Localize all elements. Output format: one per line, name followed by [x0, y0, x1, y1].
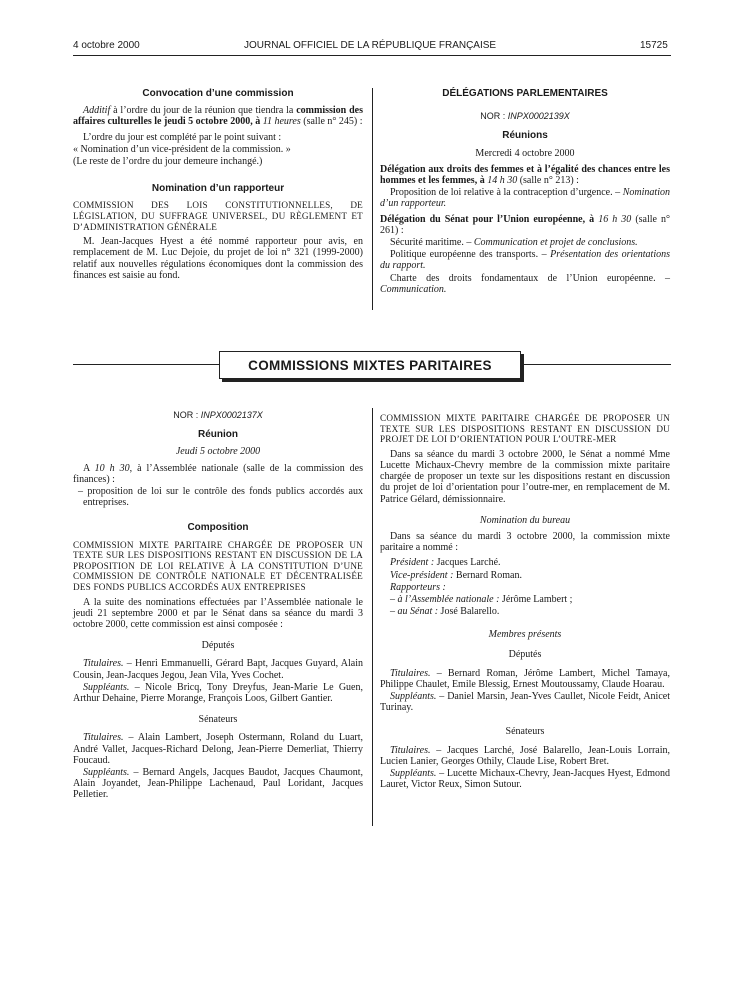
delegation-2-item-1-text: Sécurité maritime. –: [390, 237, 474, 249]
titulaires-label: Titulaires.: [390, 667, 431, 679]
cmp2-rapporteur-senat: [380, 606, 670, 617]
delegation-1: [380, 164, 670, 186]
cmp2-rapporteurs: [380, 582, 670, 593]
additif-label: Additif: [83, 105, 111, 117]
cmp1-senateurs-titulaires: [73, 732, 363, 766]
delegation-2-title: Délégation du Sénat pour l’Union européenne, à: [380, 213, 599, 225]
delegation-2-item-2: [380, 249, 670, 271]
delegation-1-item: [380, 187, 670, 209]
convocation-line-3: (Le reste de l’ordre du jour demeure inchangé.): [73, 156, 263, 168]
nor-label: NOR :: [173, 410, 201, 420]
cmp1-date: Jeudi 5 octobre 2000: [175, 446, 261, 458]
delegations-nor: [380, 111, 670, 122]
cmp2-senateurs-heading: Sénateurs: [505, 725, 545, 737]
delegation-1-title: Délégation aux droits des femmes et à l’égalité des chances entre les hommes et les femmes, à: [380, 163, 670, 187]
header-page-number: 15725: [640, 40, 668, 51]
header-journal: JOURNAL OFFICIEL DE LA RÉPUBLIQUE FRANÇAISE: [244, 40, 497, 51]
cmp2-bureau-title: Nomination du bureau: [479, 514, 571, 526]
suppleants-names: – Lucette Michaux-Chevry, Jean-Jacques Hyest, Edmond Lauret, Victor Reux, Simon Sutour.: [380, 768, 670, 791]
cmp1-senateurs-suppleants: [73, 767, 363, 801]
titulaires-label: Titulaires.: [83, 732, 124, 744]
delegation-2: [380, 214, 670, 236]
convocation-intro: [73, 105, 363, 127]
right-column-top: [380, 88, 670, 299]
nor-code: INPX0002137X: [200, 410, 263, 420]
cmp1-senateurs-heading: Sénateurs: [198, 714, 238, 726]
delegation-2-item-2-detail: Présentation des orientations du rapport.: [380, 249, 670, 272]
rapporteur-an-name: Jérôme Lambert ;: [499, 594, 573, 606]
delegation-2-item-2-text: Politique européenne des transports. –: [390, 249, 551, 261]
column-rule-top: [372, 88, 373, 310]
suppleants-label: Suppléants.: [83, 681, 130, 693]
cmp1-reunion-title: Réunion: [198, 429, 238, 441]
cmp2-senateurs-suppleants: [380, 768, 670, 790]
suppleants-label: Suppléants.: [390, 691, 437, 703]
titulaires-names: – Alain Lambert, Joseph Ostermann, Roland du Luart, André Vallet, Jacques-Richard Delong, Jean-Pierre Demerliat, Thierry Foucaud.: [73, 732, 363, 766]
composition-title: Composition: [187, 522, 249, 534]
convocation-line-1: L’ordre du jour est complété par le point suivant :: [83, 131, 282, 143]
suppleants-names: – Nicole Bricq, Tony Dreyfus, Jean-Marie Le Guen, Arthur Dehaine, Pierre Morange, François Loos, Gilbert Gantier.: [73, 681, 363, 705]
titulaires-label: Titulaires.: [83, 658, 124, 670]
nor-label: NOR :: [480, 111, 508, 122]
nomination-text: M. Jean-Jacques Hyest a été nommé rapporteur pour avis, en remplacement de M. Luc Dejoie, du projet de loi n° 321 (1999-2000) relatif aux nouvelles régulations économiques dont la commission des finances est saisie au fond.: [73, 236, 363, 281]
delegation-1-item-text: Proposition de loi relative à la contraception d’urgence. –: [390, 187, 623, 199]
nomination-commission: COMMISSION DES LOIS CONSTITUTIONNELLES, DE LÉGISLATION, DU SUFFRAGE UNIVERSEL, DU RÈGLEMENT ET D’ADMINISTRATION GÉNÉRALE: [73, 200, 363, 232]
header-date: 4 octobre 2000: [73, 40, 140, 51]
suppleants-names: – Daniel Marsin, Jean-Yves Caullet, Nicole Feidt, Anicet Turinay.: [380, 691, 670, 714]
nomination-title: Nomination d’un rapporteur: [151, 183, 285, 195]
section-banner: COMMISSIONS MIXTES PARITAIRES: [219, 351, 521, 379]
left-column-top: [73, 88, 363, 285]
delegation-1-item-detail: Nomination d’un rapporteur.: [380, 187, 670, 210]
nor-code: INPX0002139X: [507, 111, 570, 122]
header-rule: [73, 55, 671, 56]
convocation-date: le jeudi 5 octobre 2000, à: [151, 116, 263, 128]
suppleants-names: – Bernard Angels, Jacques Baudot, Jacques Chaumont, Alain Joyandet, Jean-Philippe Lachenaud, Paul Loridant, Jacques Pelletier.: [73, 767, 363, 801]
cmp1-deputes-suppleants: [73, 682, 363, 704]
convocation-room: (salle n° 245) :: [300, 116, 363, 128]
cmp1-deputes-heading: Députés: [201, 640, 235, 652]
cmp2-senateurs-titulaires: [380, 745, 670, 767]
rapporteur-senat-name: José Balarello.: [438, 606, 500, 618]
banner-rule-right: [523, 364, 671, 365]
cmp2-deputes-heading: Députés: [508, 648, 542, 660]
cmp2-deputes-suppleants: [380, 691, 670, 713]
titulaires-names: – Henri Emmanuelli, Gérard Bapt, Jacques Guyard, Alain Cousin, Jean-Jacques Jegou, Jean Vila, Yves Cochet.: [73, 658, 363, 681]
president-name: Jacques Larché.: [434, 557, 501, 569]
convocation-time: 11 heures: [262, 116, 301, 128]
reunions-title: Réunions: [502, 130, 548, 142]
cmp2-commission: COMMISSION MIXTE PARITAIRE CHARGÉE DE PROPOSER UN TEXTE SUR LES DISPOSITIONS RESTANT EN DISCUSSION DU PROJET DE LOI D’ORIENTATION POUR L’OUTRE-MER: [380, 413, 670, 445]
delegation-1-room: (salle n° 213) :: [517, 175, 579, 187]
titulaires-label: Titulaires.: [390, 744, 431, 756]
cmp1-nor: [73, 410, 363, 421]
titulaires-names: – Bernard Roman, Jérôme Lambert, Michel Tamaya, Philippe Chaulet, Emile Blessig, Ernest Moutoussamy, Claude Hoarau.: [380, 667, 670, 691]
cmp2-bureau-text: Dans sa séance du mardi 3 octobre 2000, la commission mixte paritaire a nommé :: [380, 531, 670, 554]
cmp1-deputes-titulaires: [73, 658, 363, 680]
banner-rule-left: [73, 364, 219, 365]
cmp1-commission: COMMISSION MIXTE PARITAIRE CHARGÉE DE PROPOSER UN TEXTE SUR LES DISPOSITIONS RESTANT EN DISCUSSION DE LA PROPOSITION DE LOI RELATIVE À LA CONSTITUTION D’UNE COMMISSION DE CONTRÔLE NATIONALE ET DÉCENTRALISÉE DES FONDS PUBLICS ACCORDÉS AUX ENTREPRISES: [73, 539, 363, 592]
cmp2-vice-president: [380, 570, 670, 581]
cmp1-item: – proposition de loi sur le contrôle des fonds publics accordés aux entreprises.: [78, 486, 363, 509]
delegations-title: DÉLÉGATIONS PARLEMENTAIRES: [442, 88, 608, 99]
cmp1-time: 10 h 30: [94, 462, 130, 474]
convocation-line-2: « Nomination d’un vice-président de la commission. »: [73, 143, 291, 155]
convocation-commission: commission des affaires culturelles: [73, 105, 363, 128]
right-column-bottom: [380, 413, 670, 795]
delegation-2-item-3: [380, 273, 670, 295]
cmp1-time-place: [73, 463, 363, 485]
cmp2-text: Dans sa séance du mardi 3 octobre 2000, le Sénat a nommé Mme Lucette Michaux-Chevry membre de la commission mixte paritaire chargée de proposer un texte sur les dispositions restant en discussion du projet de loi d’orientation pour l’outre-mer, en remplacement de M. Patrice Gélard, démissionnaire.: [380, 448, 670, 505]
rapporteur-an-label: – à l’Assemblée nationale :: [390, 594, 500, 606]
cmp1-suite: A la suite des nominations effectuées par l’Assemblée nationale le jeudi 21 septembre 2000 et par le Sénat dans sa séance du mardi 3 octobre 2000, cette commission est ainsi composée :: [73, 596, 363, 630]
vice-president-name: Bernard Roman.: [453, 569, 522, 581]
cmp1-place: , à l’Assemblée nationale (salle de la commission des finances) :: [73, 462, 364, 485]
delegation-2-item-3-text: Charte des droits fondamentaux de l’Union européenne. –: [390, 272, 670, 284]
convocation-title: Convocation d’une commission: [142, 88, 294, 99]
cmp2-president: [380, 557, 670, 568]
left-column-bottom: [73, 410, 363, 805]
column-rule-bottom: [372, 408, 373, 826]
convocation-intro-text: à l’ordre du jour de la réunion que tiendra la: [110, 105, 297, 117]
reunions-date: Mercredi 4 octobre 2000: [475, 147, 575, 159]
delegation-2-item-1-detail: Communication et projet de conclusions.: [473, 237, 638, 249]
suppleants-label: Suppléants.: [390, 768, 437, 780]
cmp2-membres-title: Membres présents: [488, 629, 562, 641]
cmp1-a: A: [83, 462, 95, 474]
cmp2-deputes-titulaires: [380, 668, 670, 690]
titulaires-names: – Jacques Larché, José Balarello, Jean-Louis Lorrain, Lucien Lanier, Georges Othily, Claude Lise, Robert Bret.: [380, 744, 670, 768]
delegation-2-time: 16 h 30: [598, 213, 632, 225]
delegation-2-item-3-detail: Communication.: [380, 283, 447, 295]
delegation-1-time: 14 h 30: [487, 175, 518, 187]
delegation-2-item-1: [380, 237, 670, 248]
president-label: Président :: [390, 557, 435, 569]
vice-president-label: Vice-président :: [390, 569, 454, 581]
delegation-2-room: (salle n° 261) :: [380, 213, 671, 236]
rapporteurs-label: Rapporteurs :: [390, 581, 446, 593]
cmp2-rapporteur-an: [380, 594, 670, 605]
suppleants-label: Suppléants.: [83, 767, 130, 779]
rapporteur-senat-label: – au Sénat :: [390, 606, 439, 618]
